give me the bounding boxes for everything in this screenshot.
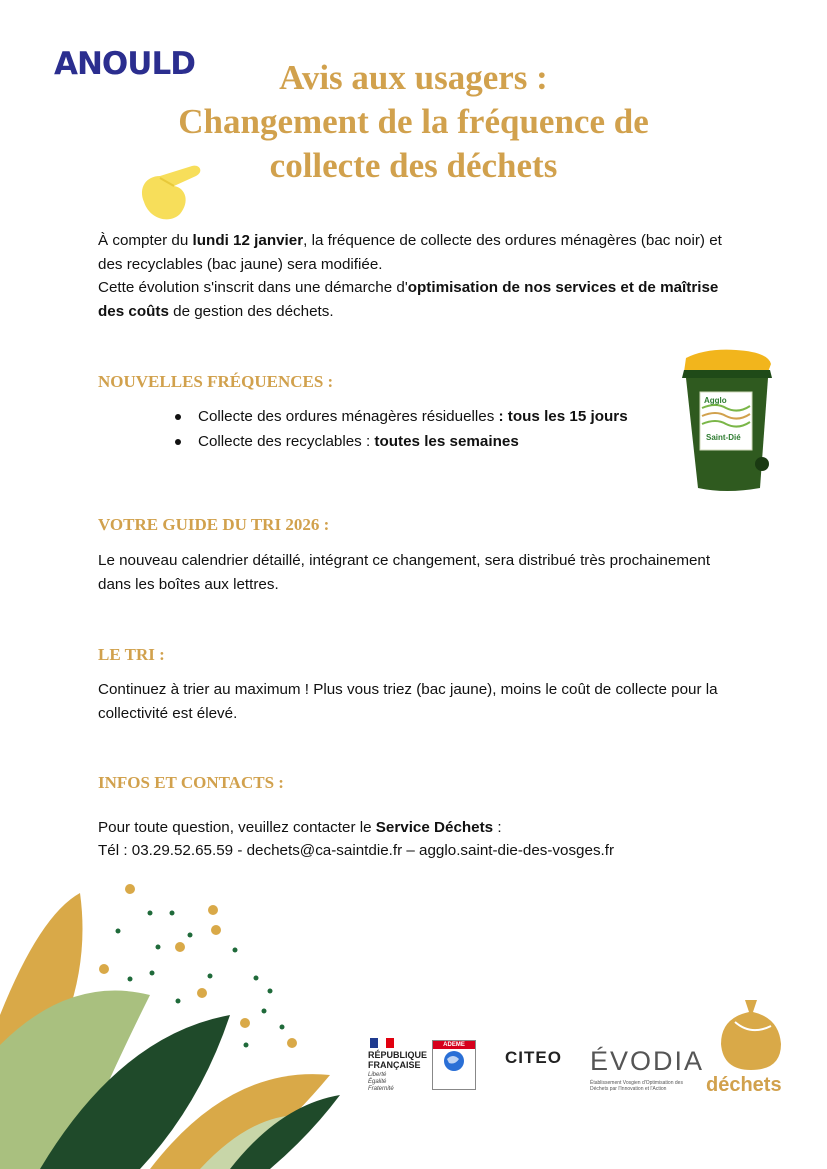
list-item xyxy=(175,405,628,430)
frequency-label: Collecte des recyclables : xyxy=(198,432,375,450)
title-line-3: collecte des déchets xyxy=(269,146,558,185)
bin-label-1: Agglo xyxy=(704,396,727,405)
contacts-text: Pour toute question, veuillez contacter le xyxy=(98,819,376,836)
pointing-hand-icon xyxy=(134,158,206,224)
republique-logo-text: RÉPUBLIQUE FRANÇAISE xyxy=(368,1050,428,1070)
list-item xyxy=(175,430,628,455)
trash-bin-icon xyxy=(676,348,776,498)
contacts-line-1 xyxy=(98,816,726,840)
service-name: Service Déchets xyxy=(375,819,494,836)
ademe-logo-text: ADEME xyxy=(433,1041,475,1049)
tri-heading: LE TRI : xyxy=(98,645,165,664)
anould-logo: ANOULD xyxy=(54,46,195,82)
title-line-1: Avis aux usagers : xyxy=(279,58,548,97)
frequency-value: toutes les semaines xyxy=(374,432,519,450)
contacts-line-2: Tél : 03.29.52.65.59 - dechets@ca-saintdie.fr – agglo.saint-die-des-vosges.fr xyxy=(98,842,615,859)
guide-heading: VOTRE GUIDE DU TRI 2026 : xyxy=(98,515,330,534)
intro2-bold: optimisation de nos services et de maîtrise des coûts xyxy=(98,279,719,320)
intro-date: lundi 12 janvier xyxy=(192,232,304,249)
contacts-colon: : xyxy=(493,819,502,836)
evodia-subtitle: Établissement Vosgien d'Optimisation des Déchets par l'Innovation et l'Action xyxy=(590,1080,683,1092)
intro-text-end: , la fréquence de collecte des ordures ménagères (bac noir) et des recyclables (bac jaune) sera modifiée. xyxy=(98,232,722,273)
leaves-decoration xyxy=(0,875,420,1169)
bin-label-2: Saint-Dié xyxy=(706,433,741,442)
frequency-label: Collecte des ordures ménagères résiduelles xyxy=(198,408,495,425)
ademe-logo xyxy=(432,1040,476,1090)
republique-motto: Liberté Égalité Fraternité xyxy=(368,1072,394,1092)
guide-text: Le nouveau calendrier détaillé, intégrant ce changement, sera distribué très prochainement dans les boîtes aux lettres. xyxy=(98,552,711,593)
intro2-text-end: de gestion des déchets. xyxy=(168,302,334,320)
citeo-logo: CITEO xyxy=(505,1048,562,1067)
dechets-logo-text: déchets xyxy=(706,1074,782,1096)
contacts-heading: INFOS ET CONTACTS : xyxy=(98,773,284,792)
marianne-flag-icon xyxy=(370,1038,394,1048)
intro2-text: Cette évolution s'inscrit dans une démarche d' xyxy=(98,279,408,296)
globe-icon xyxy=(433,1049,475,1073)
waste-sack-icon xyxy=(715,996,787,1072)
tri-text: Continuez à trier au maximum ! Plus vous triez (bac jaune), moins le coût de collecte pour la collectivité est élevé. xyxy=(98,681,718,722)
frequencies-list xyxy=(175,405,628,454)
intro-text: À compter du xyxy=(98,232,193,249)
intro-paragraph-2 xyxy=(98,276,726,323)
title-line-2: Changement de la fréquence de xyxy=(178,102,649,141)
frequencies-heading: NOUVELLES FRÉQUENCES : xyxy=(98,372,334,391)
frequency-value: : tous les 15 jours xyxy=(494,408,628,425)
evodia-logo: ÉVODIA xyxy=(590,1046,705,1076)
intro-paragraph-1 xyxy=(98,229,726,276)
